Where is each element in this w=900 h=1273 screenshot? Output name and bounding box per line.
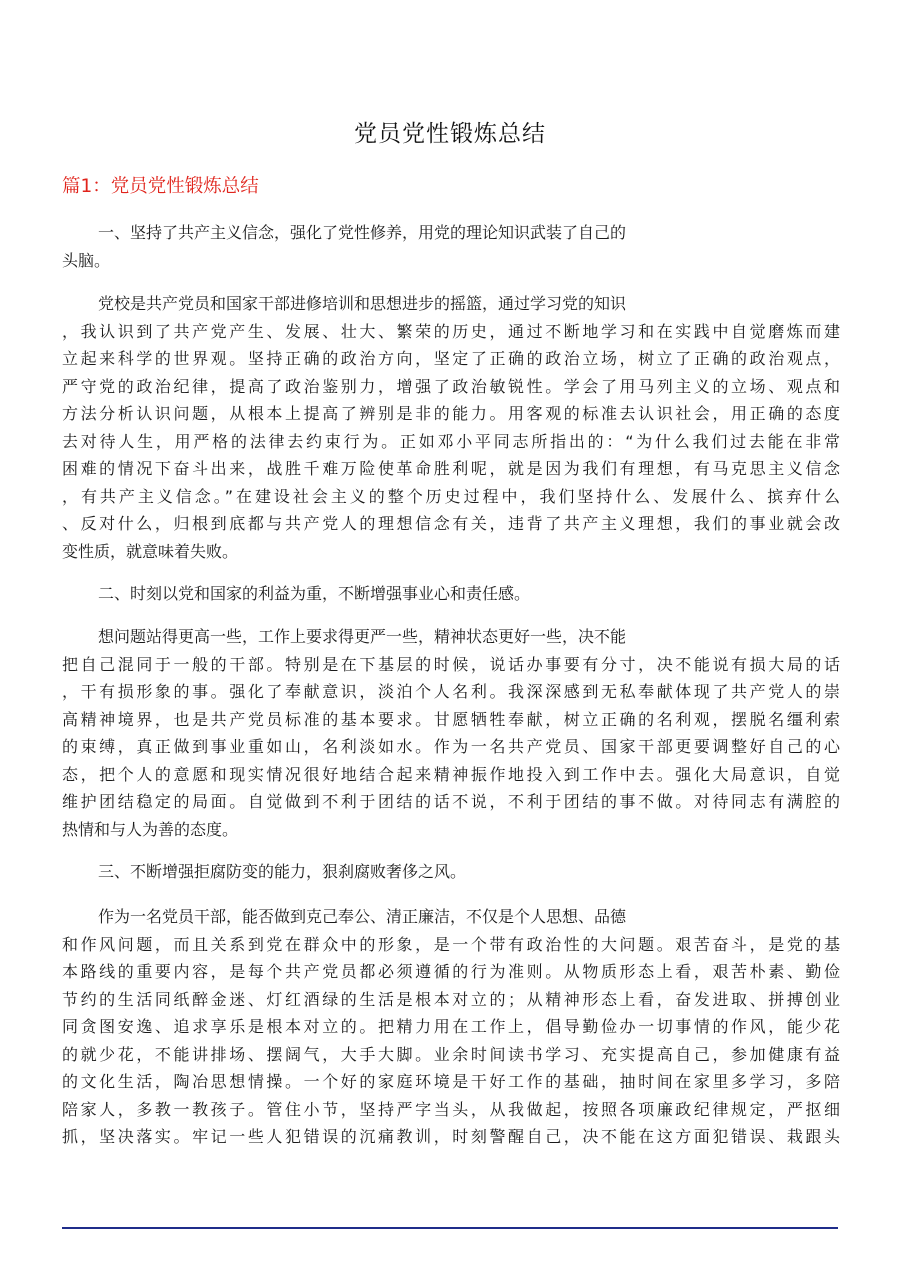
paragraph-line: 党校是共产党员和国家干部进修培训和思想进步的摇篮，通过学习党的知识 [98, 294, 627, 313]
paragraph-line: 立起来科学的世界观。坚持正确的政治方向，坚定了正确的政治立场，树立了正确的政治观点， [62, 349, 840, 368]
paragraph-line: 陪家人，多教一教孩子。管住小节，坚持严字当头，从我做起，按照各项廉政纪律规定，严抠细 [62, 1099, 840, 1119]
paragraph-line: 维护团结稳定的局面。自觉做到不利于团结的话不说，不利于团结的事不做。对待同志有满腔的 [62, 792, 840, 811]
paragraph-line: 变性质，就意味着失败。 [62, 541, 239, 561]
paragraph-line: 去对待人生，用严格的法律去约束行为。正如邓小平同志所指出的：“为什么我们过去能在非常 [62, 431, 840, 451]
paragraph-line: 方法分析认识问题，从根本上提高了辨别是非的能力。用客观的标准去认识社会，用正确的态度 [62, 404, 840, 423]
paragraph-4 [62, 623, 840, 843]
paragraph-6 [62, 903, 840, 1151]
paragraph-3 [62, 580, 840, 608]
paragraph-line: 高精神境界，也是共产党员标准的基本要求。甘愿牺牲奉献，树立正确的名利观，摆脱名缰利索 [62, 709, 840, 729]
paragraph-line: 的就少花，不能讲排场、摆阔气，大手大脚。业余时间读书学习、充实提高自己，参加健康有益 [62, 1044, 840, 1064]
paragraph-line: 头脑。 [62, 250, 111, 270]
paragraph-line: 节约的生活同纸醉金迷、灯红酒绿的生活是根本对立的；从精神形态上看，奋发进取、拼搏创业 [62, 989, 840, 1009]
paragraph-line: 热情和与人为善的态度。 [62, 819, 239, 839]
paragraph-line: 二、时刻以党和国家的利益为重，不断增强事业心和责任感。 [98, 584, 531, 603]
paragraph-2 [62, 290, 840, 565]
section-heading: 篇1：党员党性锻炼总结 [62, 176, 259, 197]
paragraph-line: 想问题站得更高一些，工作上要求得更严一些，精神状态更好一些，决不能 [98, 627, 627, 646]
paragraph-line: 一、坚持了共产主义信念，强化了党性修养，用党的理论知识武装了自己的 [98, 223, 627, 242]
footer-divider [62, 1227, 838, 1229]
paragraph-line: 和作风问题，而且关系到党在群众中的形象，是一个带有政治性的大问题。艰苦奋斗，是党的基 [62, 934, 840, 954]
paragraph-line: 抓，坚决落实。牢记一些人犯错误的沉痛教训，时刻警醒自己，决不能在这方面犯错误、栽跟头 [62, 1127, 840, 1146]
paragraph-line: 把自己混同于一般的干部。特别是在下基层的时候，说话办事要有分寸，决不能说有损大局的话 [62, 654, 840, 674]
paragraph-line: 态，把个人的意愿和现实情况很好地结合起来精神振作地投入到工作中去。强化大局意识，自觉 [62, 764, 840, 784]
paragraph-line: ，我认识到了共产党产生、发展、壮大、繁荣的历史，通过不断地学习和在实践中自觉磨炼而建 [62, 321, 840, 341]
paragraph-line: 三、不断增强拒腐防变的能力，狠刹腐败奢侈之风。 [98, 862, 467, 881]
paragraph-line: 困难的情况下奋斗出来，战胜千难万险使革命胜利呢，就是因为我们有理想，有马克思主义信念 [62, 459, 840, 478]
paragraph-line: 的文化生活，陶冶思想情操。一个好的家庭环境是干好工作的基础，抽时间在家里多学习，多陪 [62, 1072, 840, 1091]
paragraph-line: 、反对什么，归根到底都与共产党人的理想信念有关，违背了共产主义理想，我们的事业就会改 [62, 514, 840, 533]
paragraph-line: 同贪图安逸、追求享乐是根本对立的。把精力用在工作上，倡导勤俭办一切事情的作风，能少花 [62, 1017, 840, 1036]
paragraph-5 [62, 858, 840, 886]
paragraph-line: 作为一名党员干部，能否做到克己奉公、清正廉洁，不仅是个人思想、品德 [98, 907, 627, 926]
paragraph-line: 本路线的重要内容，是每个共产党员都必须遵循的行为准则。从物质形态上看，艰苦朴素、勤俭 [62, 962, 840, 981]
page-title: 党员党性锻炼总结 [354, 121, 546, 147]
paragraph-line: 的束缚，真正做到事业重如山，名利淡如水。作为一名共产党员、国家干部更要调整好自己的心 [62, 737, 840, 756]
paragraph-line: ，干有损形象的事。强化了奉献意识，淡泊个人名利。我深深感到无私奉献体现了共产党人的崇 [62, 682, 840, 701]
paragraph-line: 严守党的政治纪律，提高了政治鉴别力，增强了政治敏锐性。学会了用马列主义的立场、观点和 [62, 376, 840, 396]
paragraph-1 [62, 219, 840, 274]
paragraph-line: ，有共产主义信念。”在建设社会主义的整个历史过程中，我们坚持什么、发展什么、摈弃什么 [62, 486, 840, 506]
